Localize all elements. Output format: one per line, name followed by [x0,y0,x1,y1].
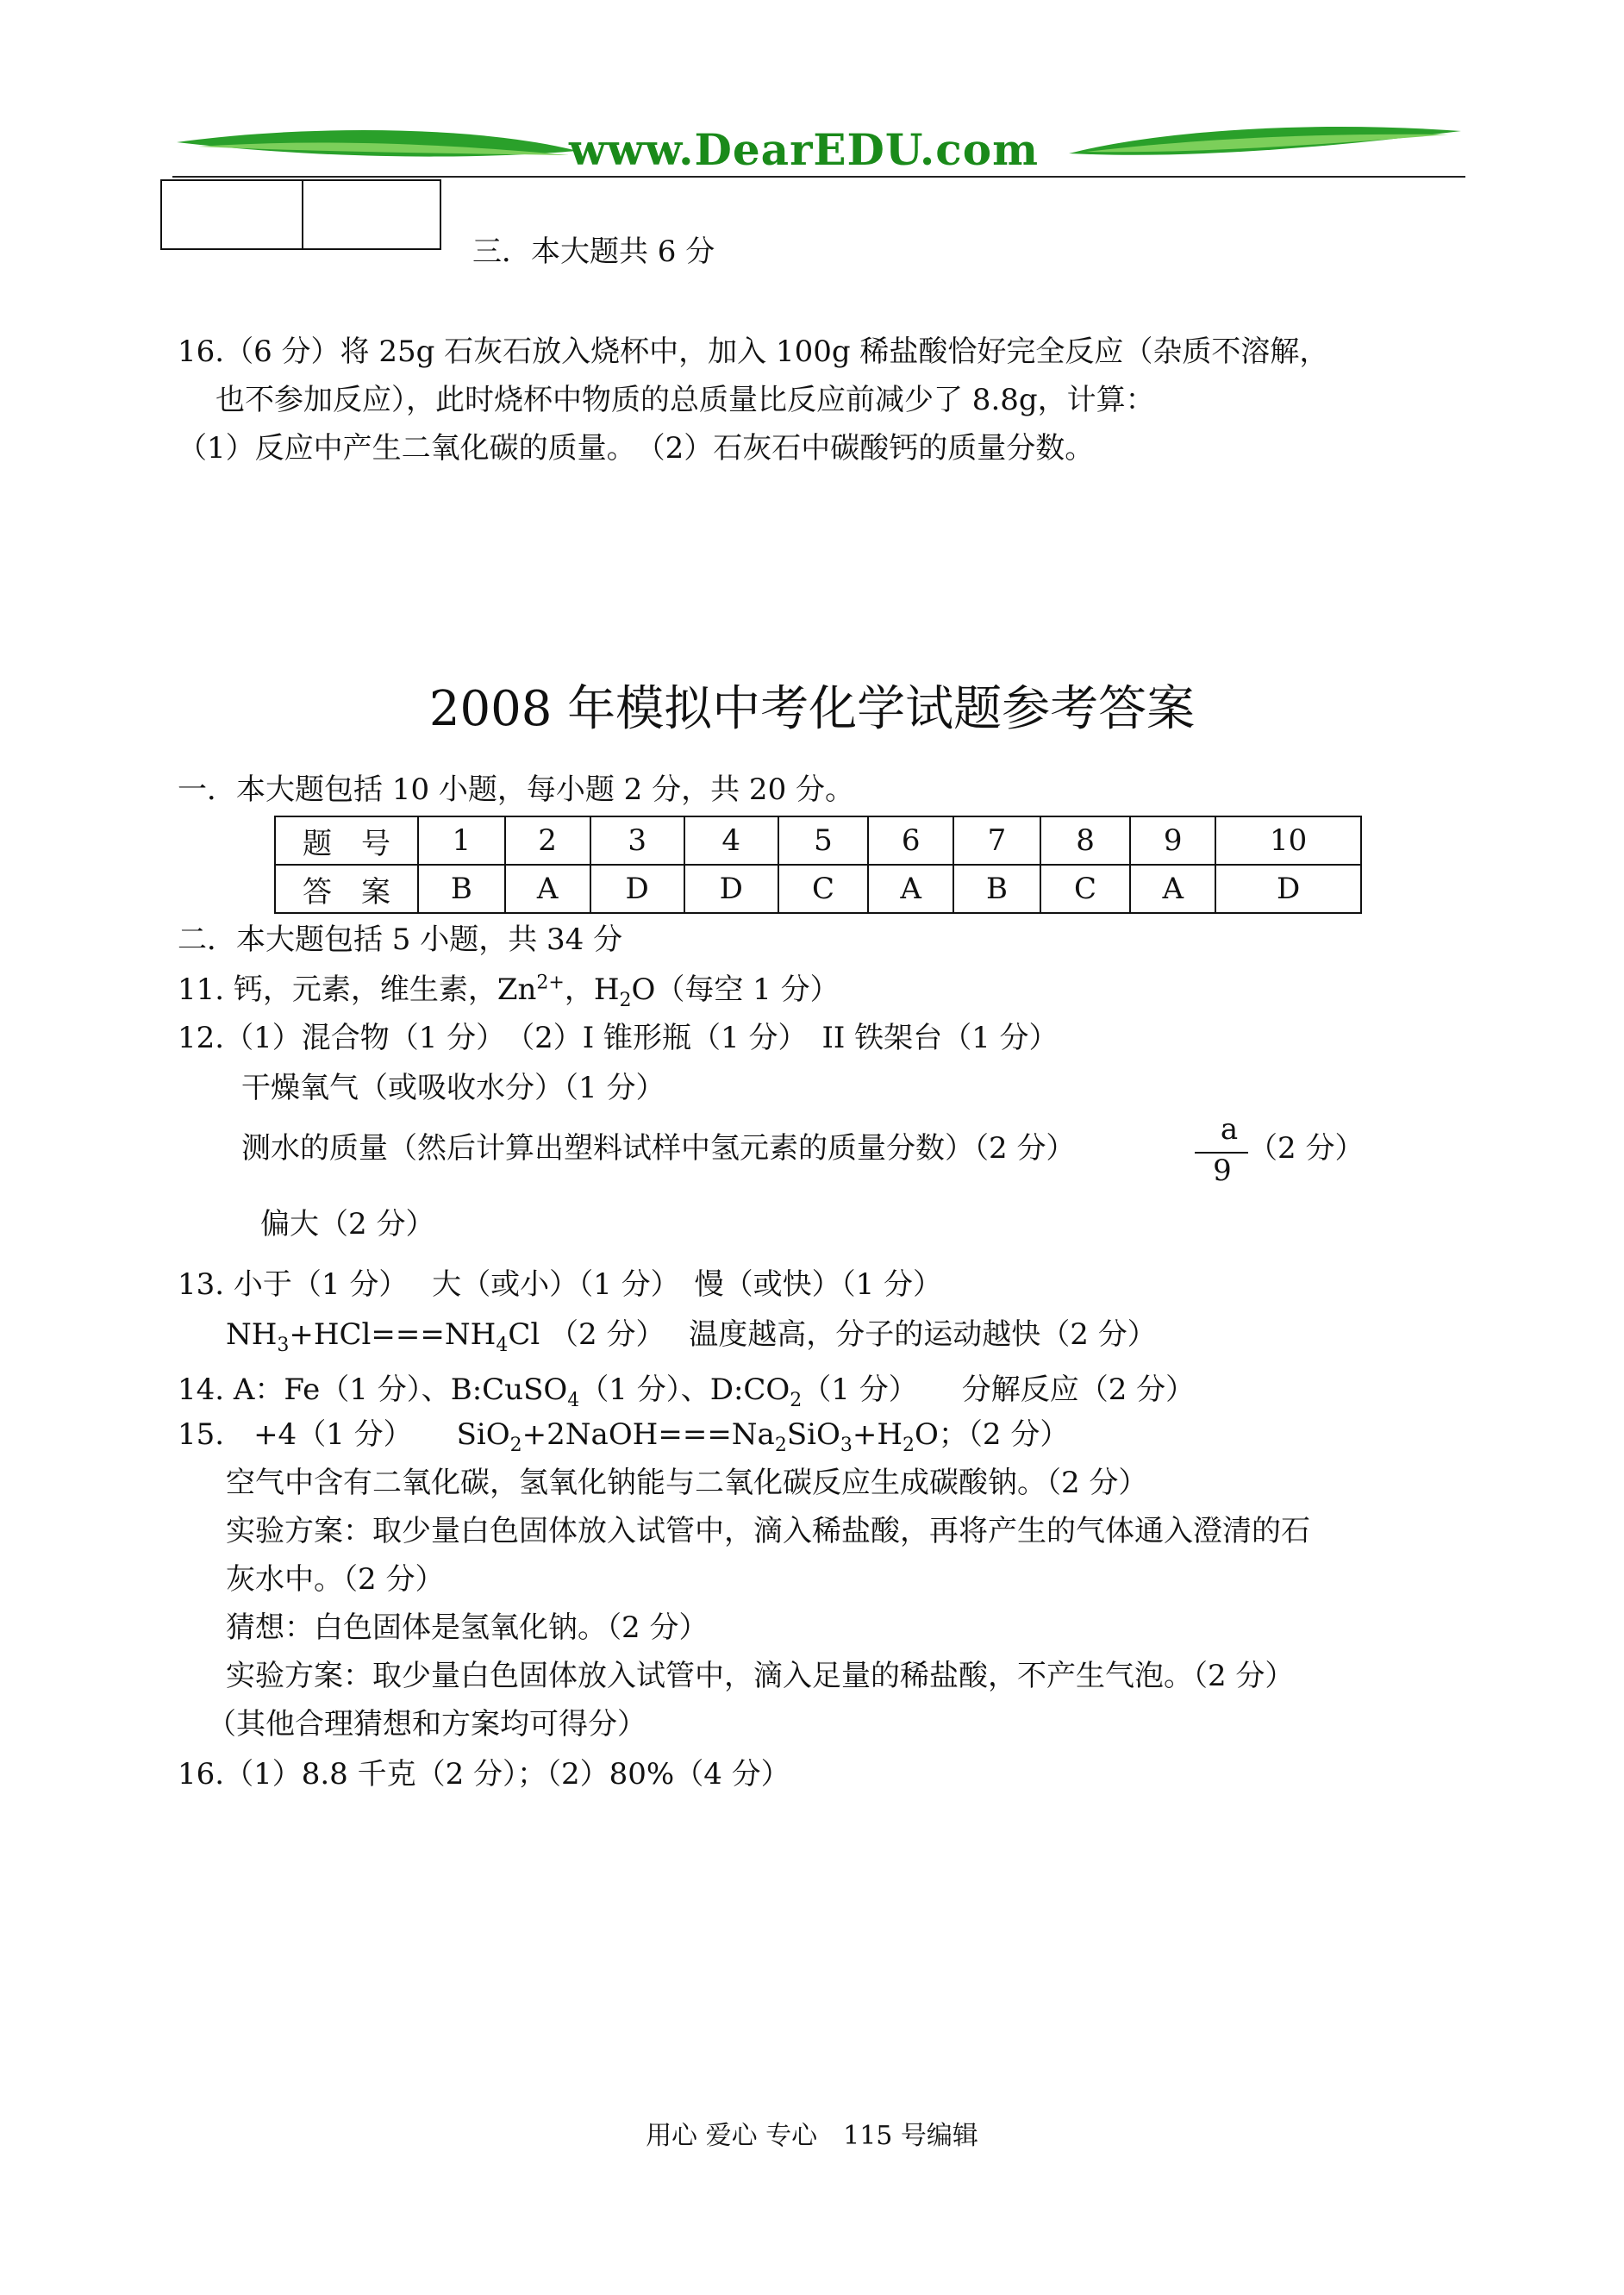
score-box-divider [302,181,303,248]
table-cell: D [684,865,778,913]
answer-15-line7: （其他合理猜想和方案均可得分） [207,1707,646,1742]
q16-line3: （1）反应中产生二氧化碳的质量。 （2）石灰石中碳酸钙的质量分数。 [178,431,1095,466]
page-footer: 用心 爱心 专心 115 号编辑 [646,2121,978,2151]
answer-12-line4: 偏大（2 分） [260,1207,435,1241]
answer-11-text: ，H [564,972,620,1007]
subscript: 2 [774,1434,787,1456]
equation-text: +2NaOH===Na [522,1417,775,1452]
table-cell: 6 [868,816,953,865]
answer-key-title: 2008 年模拟中考化学试题参考答案 [428,681,1196,737]
score-box [160,179,441,250]
answer-12-line2: 干燥氧气（或吸收水分）（1 分） [241,1071,665,1105]
table-cell: 9 [1130,816,1215,865]
equation-text: O；（2 分） [915,1417,1070,1452]
answer-13-line2 [226,1316,1157,1354]
answer-13-line1: 13. 小于（1 分） 大（或小）（1 分） 慢（或快）（1 分） [178,1267,943,1302]
answer-16: 16.（1）8.8 千克（2 分）；（2）80%（4 分） [178,1757,790,1792]
equation-text: Cl （2 分） 温度越高，分子的运动越快（2 分） [508,1317,1157,1352]
table-cell: D [590,865,684,913]
subscript: 4 [496,1334,509,1356]
equation-text: 15. +4（1 分） SiO [178,1417,510,1452]
table-cell: 2 [505,816,590,865]
header-banner [172,121,1465,181]
equation-text: +HCl===NH [289,1317,497,1352]
subscript: 2 [903,1434,915,1456]
answer-14-text: （1 分）、D:CO [579,1373,790,1407]
table-cell: 8 [1040,816,1130,865]
equation-text: +H [852,1417,903,1452]
part2-heading: 二．本大题包括 5 小题，共 34 分 [178,922,623,957]
answer-15-line4: 灰水中。（2 分） [226,1562,445,1597]
subscript: 4 [567,1389,580,1411]
table-cell: 4 [684,816,778,865]
q16-line2: 也不参加反应），此时烧杯中物质的总质量比反应前减少了 8.8g，计算： [215,383,1155,417]
table-row [275,816,1361,865]
equation-text: NH [226,1317,278,1352]
answer-15-line5: 猜想：白色固体是氢氧化钠。（2 分） [226,1610,709,1645]
fraction-score: （2 分） [1248,1131,1365,1166]
table-cell: 7 [953,816,1040,865]
table-cell: A [1130,865,1215,913]
answer-11 [178,971,840,1009]
answer-14-text: 14. A：Fe（1 分）、B:CuSO [178,1373,568,1407]
answer-14-text: （1 分） 分解反应（2 分） [802,1373,1196,1407]
table-cell: D [1215,865,1361,913]
table-cell: B [953,865,1040,913]
table-row-label: 答 案 [275,865,418,913]
fraction-numerator: a [1220,1112,1239,1147]
answer-11-text: O（每空 1 分） [631,972,840,1007]
answer-table [274,816,1362,914]
subscript: 3 [840,1434,853,1456]
table-row [275,865,1361,913]
answer-15-line2: 空气中含有二氧化碳，氢氧化钠能与二氧化碳反应生成碳酸钠。（2 分） [226,1466,1148,1500]
table-cell: A [505,865,590,913]
table-cell: B [418,865,505,913]
q16-line1: 16.（6 分）将 25g 石灰石放入烧杯中，加入 100g 稀盐酸恰好完全反应（杂质不溶解， [178,335,1329,369]
answer-14 [178,1371,1195,1409]
superscript: 2+ [536,972,565,994]
answer-15-line6: 实验方案：取少量白色固体放入试管中，滴入足量的稀盐酸，不产生气泡。（2 分） [226,1659,1295,1693]
table-cell: C [1040,865,1130,913]
table-cell: C [778,865,868,913]
table-cell: 10 [1215,816,1361,865]
header-rule [172,176,1465,178]
answer-12-line3: 测水的质量（然后计算出塑料试样中氢元素的质量分数）（2 分） [241,1131,1076,1166]
part1-heading: 一．本大题包括 10 小题，每小题 2 分，共 20 分。 [178,772,855,807]
table-cell: 3 [590,816,684,865]
subscript: 3 [277,1334,290,1356]
section3-title: 三．本大题共 6 分 [472,235,715,269]
answer-15-line3: 实验方案：取少量白色固体放入试管中，滴入稀盐酸，再将产生的气体通入澄清的石 [226,1514,1310,1548]
table-cell: A [868,865,953,913]
subscript: 2 [790,1389,803,1411]
answer-15-line1 [178,1416,1069,1454]
subscript: 2 [619,989,632,1011]
fraction-denominator: 9 [1213,1154,1232,1188]
table-cell: 1 [418,816,505,865]
site-logo-text: www.DearEDU.com [569,124,1040,175]
equation-text: SiO [786,1417,840,1452]
answer-12-line1: 12.（1）混合物（1 分） （2）I 锥形瓶（1 分） II 铁架台（1 分） [178,1021,1059,1055]
table-cell: 5 [778,816,868,865]
answer-11-text: 11. 钙，元素，维生素，Zn [178,972,537,1007]
table-row-label: 题 号 [275,816,418,865]
subscript: 2 [509,1434,522,1456]
